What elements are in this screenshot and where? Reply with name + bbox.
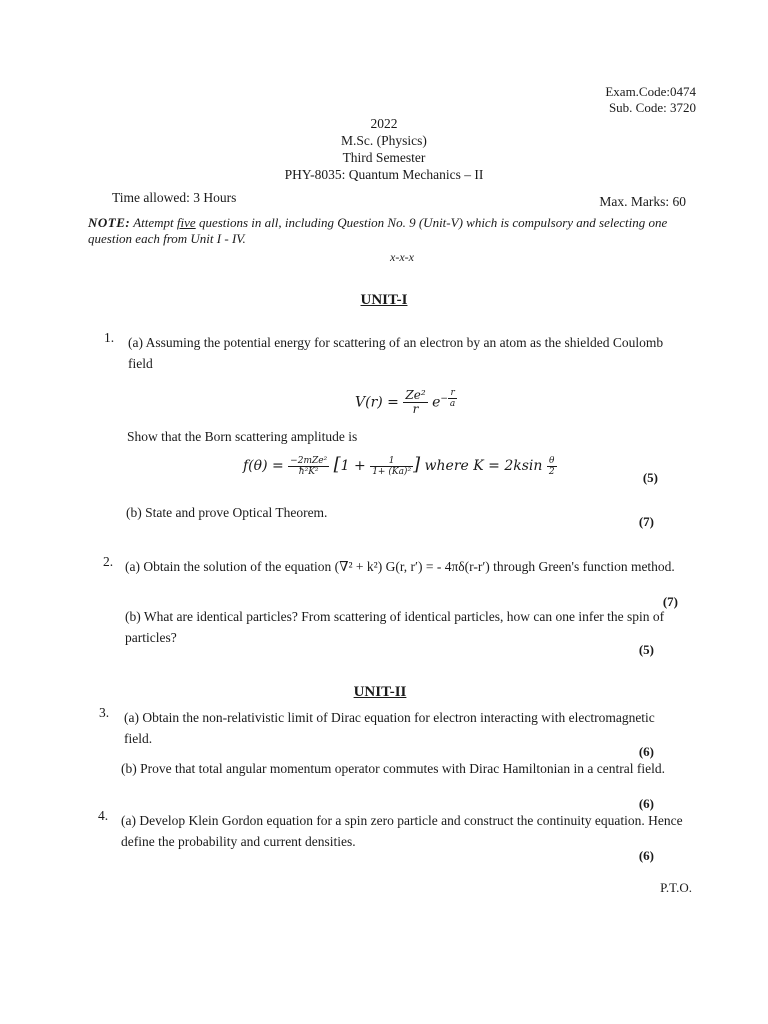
formula-v-den: r <box>412 402 419 417</box>
q1-b-text: (b) State and prove Optical Theorem. <box>126 505 328 520</box>
max-marks: Max. Marks: 60 <box>599 194 686 209</box>
q2-a-marks: (7) <box>662 594 678 609</box>
note-label: NOTE: <box>88 215 131 230</box>
formula-v-lhs: V(r) = <box>355 394 399 411</box>
q4-a-marks: (6) <box>638 848 654 863</box>
exam-codes <box>605 84 696 116</box>
exam-year: 2022 <box>370 116 398 131</box>
q3-b-text: (b) Prove that total angular momentum operator commutes with Dirac Hamiltonian in a central field. <box>121 761 665 776</box>
note-text-post: questions in all, including Question No. 9 (Unit-V) which is compulsory and selecting one question each from Unit I - IV. <box>88 215 668 246</box>
born-amplitude-formula: f(θ) = $\frac{\text{−2mZe²}}{\text{ħ²K²}}$ [1 + $\frac{1}{\text{1+ (Ka)²}}$ ] where K = 2ksin $\frac{\theta}{2}$ <box>243 454 555 477</box>
formula-v-exp-den: a <box>449 399 456 409</box>
potential-formula: V(r) = $\frac{\text{Ze²}}{r}$ $e^{- \frac{r}{a}}$ <box>355 388 456 417</box>
formula-f-inner-fraction <box>370 456 413 477</box>
formula-f-lhs: f(θ) = <box>243 458 284 474</box>
q4-number: 4. <box>98 808 109 823</box>
semester: Third Semester <box>342 150 426 165</box>
exam-code: Exam.Code:0474 <box>605 84 696 99</box>
q4-a-text: (a) Develop Klein Gordon equation for a spin zero particle and construct the continuity equation. Hence define the probability and current densities. <box>121 813 683 849</box>
q2-b-text: (b) What are identical particles? From scattering of identical particles, how can one infer the spin of particles? <box>125 609 665 645</box>
formula-f-one: 1 + <box>340 458 366 474</box>
q2-number: 2. <box>103 554 114 569</box>
q1-a-marks: (5) <box>642 470 658 485</box>
formula-v-exp-num: r <box>448 388 457 399</box>
time-allowed: Time allowed: 3 Hours <box>112 190 237 205</box>
q3-a-marks: (6) <box>638 744 654 759</box>
formula-f-theta <box>547 456 557 477</box>
note-five: five <box>176 215 196 230</box>
formula-f-theta-den: 2 <box>548 466 555 477</box>
unit-1-title: UNIT-I <box>360 292 408 308</box>
q1-b-marks: (7) <box>638 514 654 529</box>
formula-v-num: Ze² <box>405 388 426 403</box>
formula-f-den: ħ²K² <box>298 466 319 477</box>
note-text-pre: Attempt <box>133 215 174 230</box>
formula-v-exp-base: e <box>432 394 441 411</box>
instructions-note <box>88 215 698 247</box>
program-name: M.Sc. (Physics) <box>341 133 427 148</box>
formula-f-theta-num: θ <box>547 456 557 467</box>
formula-v-exp-fraction <box>448 388 457 409</box>
formula-v-fraction <box>403 389 427 416</box>
formula-f-inner-den: 1+ (Ka)² <box>372 466 412 477</box>
q1-a-text: (a) Assuming the potential energy for scattering of an electron by an atom as the shielded Coulomb field <box>128 335 664 371</box>
q1-number: 1. <box>104 330 115 345</box>
formula-f-where: where K = 2ksin <box>424 458 543 474</box>
please-turn-over: P.T.O. <box>660 880 692 895</box>
formula-f-fraction <box>288 456 329 477</box>
formula-f-num: −2mZe² <box>290 455 328 466</box>
formula-f-inner-num: 1 <box>370 456 413 467</box>
course-title: PHY-8035: Quantum Mechanics – II <box>284 167 484 182</box>
q1-show-text: Show that the Born scattering amplitude is <box>127 429 358 444</box>
q3-number: 3. <box>99 705 110 720</box>
q3-a-text: (a) Obtain the non-relativistic limit of Dirac equation for electron interacting with electromagnetic field. <box>124 710 655 746</box>
q2-b-marks: (5) <box>638 642 654 657</box>
q2-a-text: (a) Obtain the solution of the equation (∇² + k²) G(r, r′) = - 4πδ(r-r′) through Green's function method. <box>125 559 675 574</box>
separator: x-x-x <box>390 250 414 264</box>
unit-2-title: UNIT-II <box>353 684 407 700</box>
q3-b-marks: (6) <box>638 796 654 811</box>
sub-code: Sub. Code: 3720 <box>608 100 696 115</box>
